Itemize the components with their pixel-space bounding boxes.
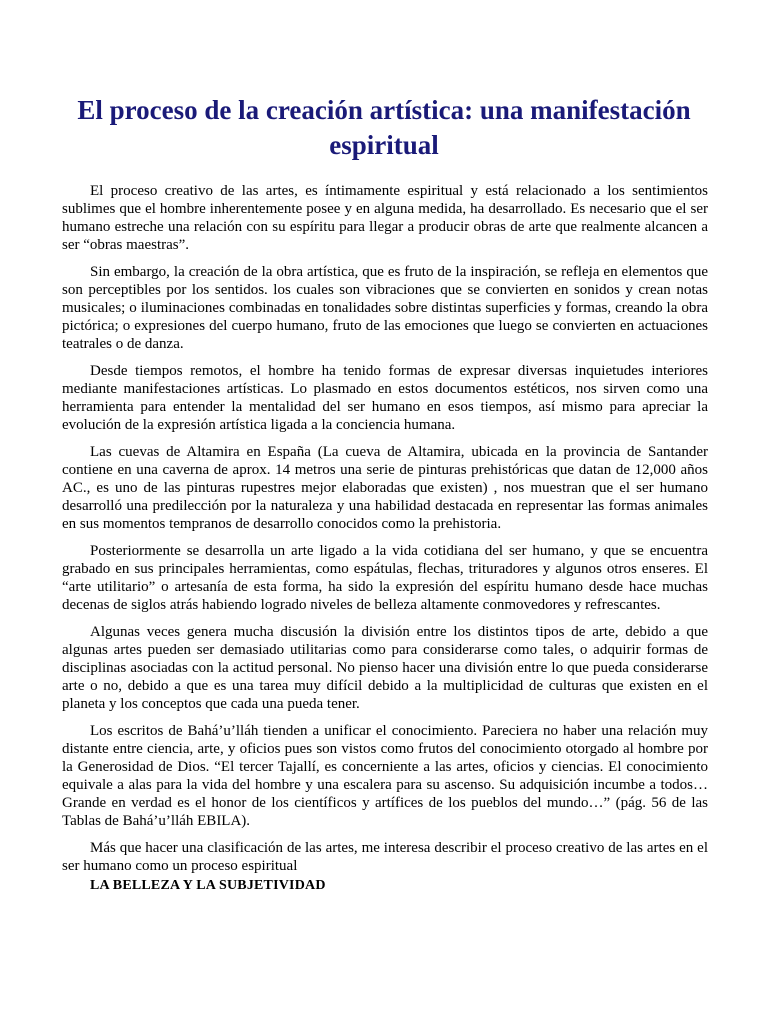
paragraph-8: Más que hacer una clasificación de las artes, me interesa describir el proceso creativo de las artes en el ser humano como un proceso espiritual: [62, 840, 708, 874]
section-heading: LA BELLEZA Y LA SUBJETIVIDAD: [90, 878, 326, 893]
paragraph-7: Los escritos de Bahá’u’lláh tienden a unificar el conocimiento. Pareciera no haber una relación muy distante entre ciencia, arte, y oficios pues son vistos como frutos del conocimiento otorgado al hombre por la Generosidad de Dios. “El tercer Tajallí, es concerniente a las artes, oficios y ciencias. El conocimiento equivale a alas para la vida del hombre y una escalera para su ascenso. Su adquisición incumbe a todos… Grande en verdad es el honor de los científicos y artífices de los pueblos del mundo…” (pág. 56 de las Tablas de Bahá’u’lláh EBILA).: [62, 723, 708, 829]
paragraph-1: El proceso creativo de las artes, es íntimamente espiritual y está relacionado a los sentimientos sublimes que el hombre inherentemente posee y en alguna medida, ha desarrollado. Es necesario que el ser humano estreche una relación con su espíritu para llegar a producir obras de arte que realmente alcancen a ser “obras maestras”.: [62, 183, 708, 253]
document-body: [62, 182, 708, 884]
document-title: El proceso de la creación artística: una manifestación espiritual: [77, 95, 691, 160]
paragraph-5: Posteriormente se desarrolla un arte ligado a la vida cotidiana del ser humano, y que se encuentra grabado en sus principales herramientas, como espátulas, flechas, trituradores y algunos otros enseres. El “arte utilitario” o artesanía de esta forma, ha sido la expresión del espíritu humano desde hace muchas decenas de siglos atrás habiendo logrado niveles de belleza altamente conmovedores y refrescantes.: [62, 543, 708, 613]
paragraph-4: Las cuevas de Altamira en España (La cueva de Altamira, ubicada en la provincia de Santander contiene en una caverna de aprox. 14 metros una serie de pinturas prehistóricas que datan de 12,000 años AC., es uno de las pinturas rupestres mejor elaboradas que existen) , nos muestran que el ser humano desarrolló una predilección por la naturaleza y una habilidad destacada en representar las formas animales en sus momentos tempranos de desarrollo conocidos como la prehistoria.: [62, 444, 708, 532]
paragraph-2: Sin embargo, la creación de la obra artística, que es fruto de la inspiración, se refleja en elementos que son perceptibles por los sentidos. los cuales son vibraciones que se convierten en sonidos y crean notas musicales; o iluminaciones combinadas en tonalidades sobre distintas superficies y formas, creando la obra pictórica; o expresiones del cuerpo humano, fruto de las emociones que luego se convierten en actuaciones teatrales o de danza.: [62, 264, 708, 352]
paragraph-3: Desde tiempos remotos, el hombre ha tenido formas de expresar diversas inquietudes interiores mediante manifestaciones artísticas. Lo plasmado en estos documentos estéticos, nos sirven como una herramienta para entender la mentalidad del ser humano en esos tiempos, así mismo para apreciar la evolución de la expresión artística ligada a la conciencia humana.: [62, 363, 708, 433]
paragraph-6: Algunas veces genera mucha discusión la división entre los distintos tipos de arte, debido a que algunas artes pueden ser demasiado utilitarias como para considerarse como tales, o adquirir formas de disciplinas asociadas con la actitud personal. No pienso hacer una división entre lo que pueda considerarse arte o no, debido a que es una tarea muy difícil debido a la multiplicidad de culturas que existen en el planeta y los conceptos que cada una pueda tener.: [62, 624, 708, 712]
